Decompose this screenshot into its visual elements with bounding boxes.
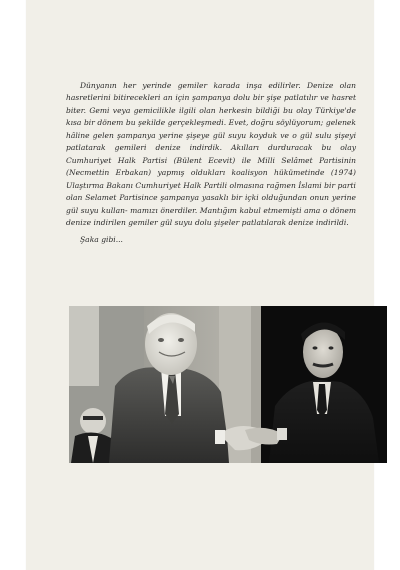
text-line: Partili olmasına rağmen İslami bir parti olan Selamet Partisince	[66, 180, 356, 203]
text-line: mamızı önerdiler. Mantığım kabul etmemişti ama o dönem denize	[66, 205, 356, 227]
paragraph-closing: Şaka gibi...	[80, 235, 123, 245]
text-line: doğru söylüyorum; gelenek hâline gelen şampanya yerine şişeye gül	[66, 118, 356, 140]
text-line: ile Milli Selâmet Partisinin (Necmettin Erbakan) yapmış oldukları	[66, 155, 356, 178]
text-line: hasretlerini bitirecekleri an için şampanya dolu bir şişe patlatılır	[66, 93, 321, 103]
text-line: suyu koyduk ve o gül sulu şişeyi patlatarak gemileri denize indirdik.	[66, 130, 356, 153]
body-text	[66, 80, 356, 247]
text-line: koalisyon hükümetinde (1974) Ulaştırma Bakanı Cumhuriyet Halk	[66, 168, 356, 190]
photo-handshake	[69, 306, 387, 463]
text-line: Dünyanın her yerinde gemiler karada inşa edilirler. Denize olan	[80, 81, 356, 90]
book-page	[26, 0, 374, 570]
text-line: Akılları durduracak bu olay Cumhuriyet Halk Partisi (Bülent Ecevit)	[66, 143, 356, 165]
paragraph-main	[66, 80, 356, 229]
photo-two-men-handshake-icon	[69, 306, 387, 463]
text-line: şampanya yasaklı bir içki olduğundan onun yerine gül suyu kullan-	[66, 193, 356, 215]
text-line: indirilen gemiler gül suyu dolu şişeler patlatılarak denize indirildi.	[93, 217, 349, 227]
text-line: ve hasret biter. Gemi veya gemicilikle ilgili olan herkesin bildiği	[66, 93, 356, 115]
text-line: bu olay Türkiye'de kısa bir dönem bu şekilde gerçekleşmedi. Evet,	[66, 105, 357, 128]
